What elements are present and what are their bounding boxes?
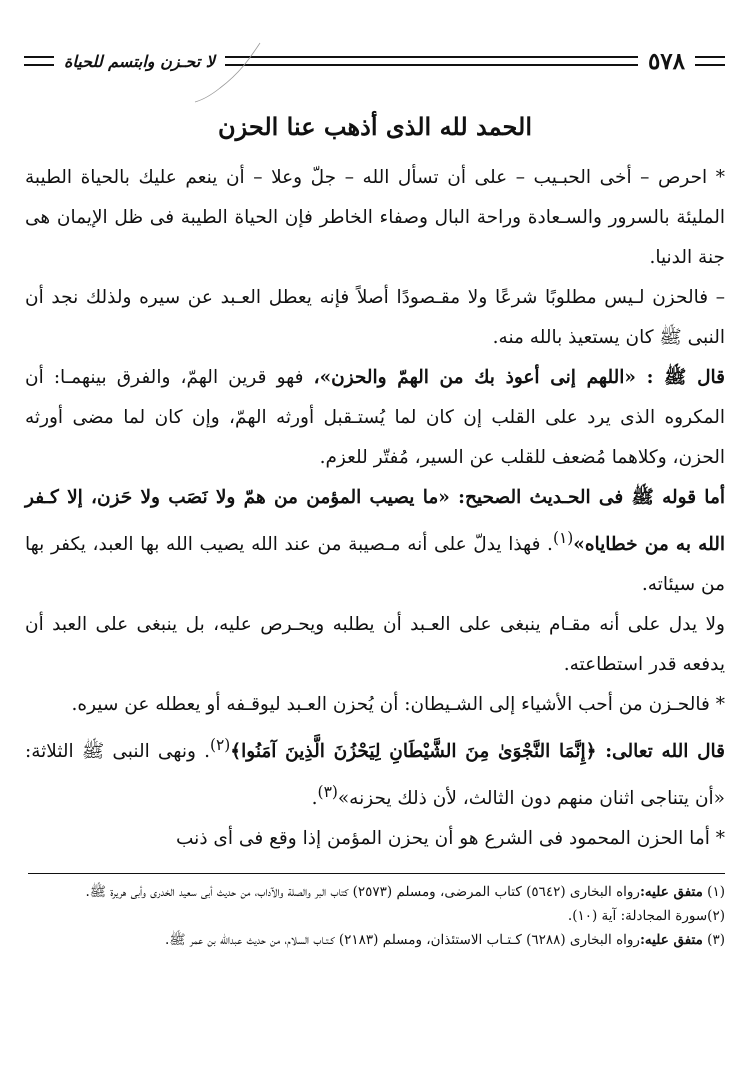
paragraph: * فالحـزن من أحب الأشياء إلى الشـيطان: أن يُحزن العـبد ليوقـفه أو يعطله عن سيره. <box>71 694 725 716</box>
footnote-divider <box>28 873 725 874</box>
footnote: (١) متفق عليه:رواه البخارى (٥٦٤٢) كتاب المرضى، ومسلم (٢٥٧٣) كتاب البر والصلة والآداب، من حديث أبى سعيد الخدرى وأبى هريرة ﷺ. <box>85 884 725 900</box>
footnote: (٣) متفق عليه:رواه البخارى (٦٢٨٨) كـتـاب الاستئذان، ومسلم (٢١٨٣) كـتـاب السلام، من حديث عبدالله بن عمر ﷺ. <box>165 932 725 948</box>
page-title: الحمد لله الذى أذهب عنا الحزن <box>217 112 532 141</box>
paragraph: قال ﷺ : «اللهم إنى أعوذ بك من الهمّ والحزن»، فهو قرين الهمّ، والفرق بينهمـا: أن المكروه الذى يرد على القلب إن كان لما يُستـقبل أورثه الهمّ، وإن كان لما مضى أورثه الحزن، وكلاهما مُضعف للقلب عن السير، مُفتّر للعزم. <box>25 367 725 468</box>
paragraph: * احرص – أخى الحبـيب – على أن تسأل الله – جلّ وعلا – أن ينعم عليك بالحياة الطيبة المليئة بالسرور والسـعادة وراحة البال وصفاء الخاطر فإن الحياة الطيبة فى ظل الإيمان هى جنة الدنيا. <box>25 167 725 268</box>
header-rule-left <box>24 56 54 66</box>
paragraph: أما قوله ﷺ فى الحـديث الصحيح: «ما يصيب المؤمن من همّ ولا نَصَب ولا حَزن، إلا كـفر الله به من خطاياه»$^{(١)}$. فهذا يدلّ على أنه مـصيبة من عند الله يصيب الله بها العبد، يكفر بها من سيئاته. <box>25 487 725 596</box>
header-rule-center <box>225 56 638 66</box>
paragraph: * أما الحزن المحمود فى الشرع هو أن يحزن المؤمن إذا وقع فى أى ذنب <box>176 828 725 850</box>
footnote: (٢)سورة المجادلة: آية (١٠). <box>567 908 725 924</box>
header-rule-right <box>695 56 725 66</box>
running-title: لا تحـزن وابتسم للحياة <box>64 51 215 71</box>
body-text <box>25 158 725 859</box>
paragraph: قال الله تعالى: ﴿إِنَّمَا النَّجْوَىٰ مِنَ الشَّيْطَانِ لِيَحْزُنَ الَّذِينَ آمَنُوا﴾$^{(٢)}$. ونهى النبى ﷺ الثلاثة: «أن يتناجى اثنان منهم دون الثالث، لأن ذلك يحزنه»$^{(٣)}$. <box>25 736 725 810</box>
paragraph: ولا يدل على أنه مقـام ينبغى على العـبد أن يطلبه ويحـرص عليه، بل ينبغى على العبد أن يدفعه قدر استطاعته. <box>25 614 725 676</box>
page-number: ٥٧٨ <box>647 47 685 75</box>
footnotes <box>28 880 725 952</box>
page-header <box>20 44 725 78</box>
paragraph: – فالحزن لـيس مطلوبًا شرعًا ولا مقـصودًا أصلاً فإنه يعطل العـبد عن سيره ولذلك نجد أن النبى ﷺ كان يستعيذ بالله منه. <box>25 287 725 348</box>
pencil-mark <box>190 38 270 108</box>
